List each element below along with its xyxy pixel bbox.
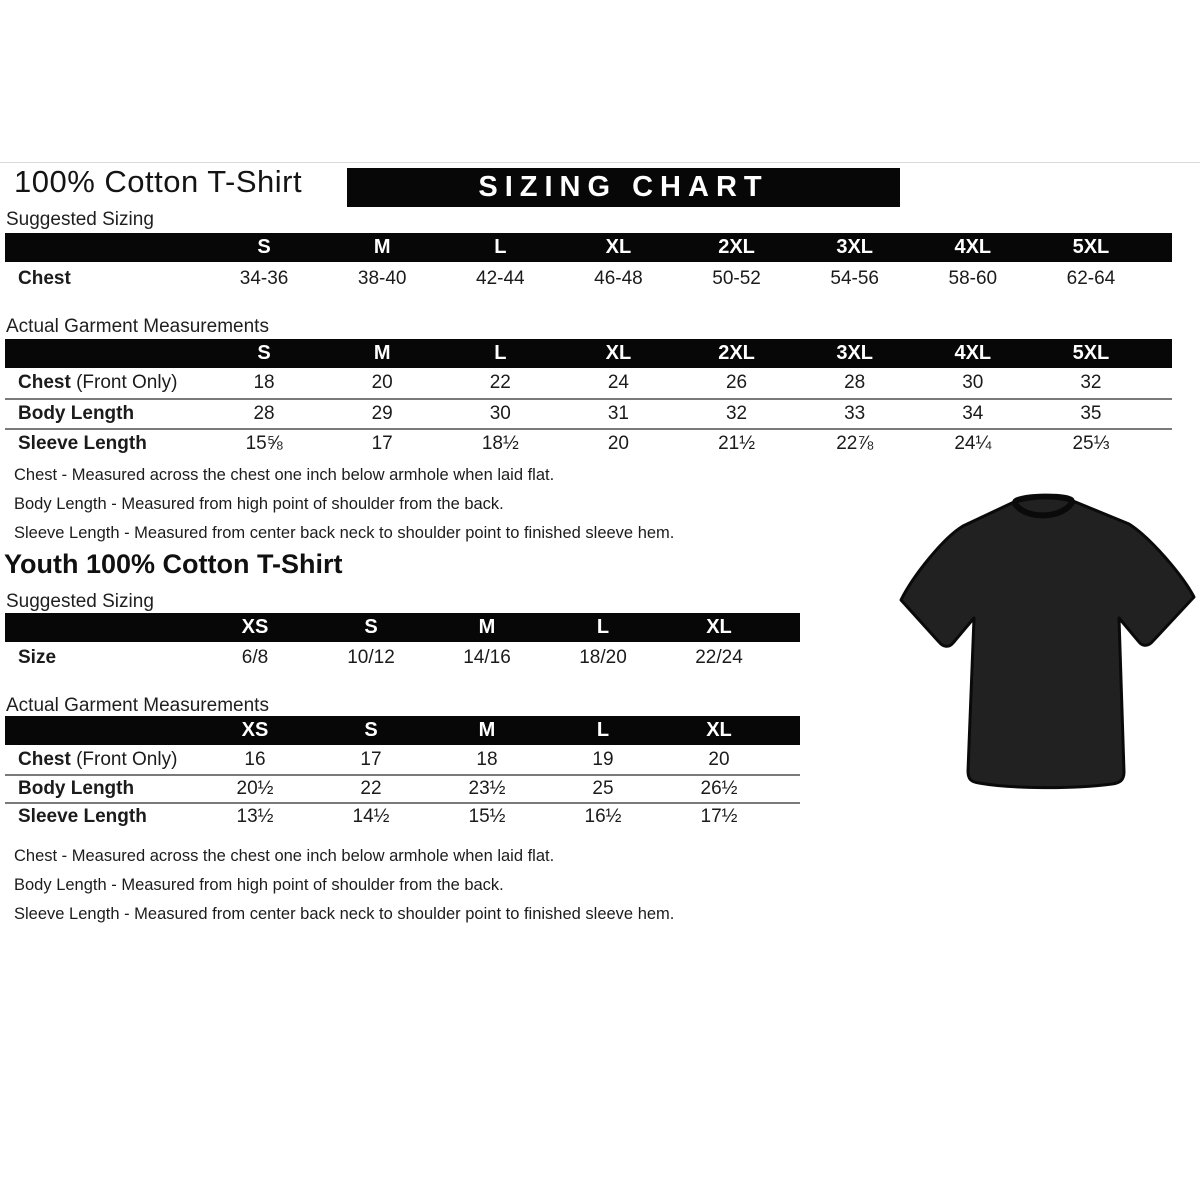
cell: 25⅓ bbox=[1072, 433, 1110, 454]
cell: 15½ bbox=[468, 806, 506, 827]
youth-suggested-sizing-table bbox=[5, 613, 800, 674]
column-header: 4XL bbox=[954, 236, 992, 258]
youth-actual-measurements-table bbox=[5, 716, 800, 830]
black-tshirt-image bbox=[893, 476, 1200, 811]
cell: 29 bbox=[371, 403, 393, 424]
row-label: Sleeve Length bbox=[18, 806, 147, 827]
adult-actual-measurements-label: Actual Garment Measurements bbox=[6, 316, 269, 337]
youth-section-title: Youth 100% Cotton T-Shirt bbox=[4, 549, 343, 579]
cell: 13½ bbox=[236, 806, 274, 827]
table-row bbox=[5, 745, 800, 774]
table-row bbox=[5, 774, 800, 802]
column-header: 3XL bbox=[836, 342, 874, 364]
column-header: S bbox=[257, 342, 271, 364]
note-line: Body Length - Measured from high point of shoulder from the back. bbox=[14, 495, 504, 513]
cell: 17 bbox=[360, 748, 382, 770]
youth-actual-measurements-label: Actual Garment Measurements bbox=[6, 695, 269, 716]
table-header-row bbox=[5, 233, 1172, 262]
cell: 26½ bbox=[700, 778, 738, 799]
cell: 22/24 bbox=[695, 647, 743, 668]
cell: 58-60 bbox=[948, 267, 998, 289]
note-line: Sleeve Length - Measured from center back neck to shoulder point to finished sleeve hem. bbox=[14, 905, 675, 923]
column-header: XL bbox=[706, 616, 732, 638]
cell: 14½ bbox=[352, 806, 390, 827]
column-header: 4XL bbox=[954, 342, 992, 364]
cell: 24¼ bbox=[954, 433, 992, 454]
table-row bbox=[5, 398, 1172, 428]
adult-suggested-sizing-table bbox=[5, 233, 1172, 295]
cell: 42-44 bbox=[476, 267, 525, 289]
note-line: Body Length - Measured from high point of shoulder from the back. bbox=[14, 876, 504, 894]
adult-section-title: 100% Cotton T-Shirt bbox=[14, 164, 303, 199]
cell: 34-36 bbox=[239, 267, 289, 289]
cell: 31 bbox=[607, 403, 629, 424]
cell: 22 bbox=[360, 778, 382, 799]
cell: 24 bbox=[607, 372, 629, 393]
cell: 18 bbox=[253, 372, 275, 393]
top-divider bbox=[0, 162, 1200, 163]
tshirt-graphic bbox=[893, 476, 1200, 806]
cell: 23½ bbox=[468, 778, 506, 799]
sizing-chart-banner-label: SIZING CHART bbox=[478, 171, 769, 203]
column-header: 2XL bbox=[718, 342, 755, 364]
youth-measurement-notes bbox=[14, 842, 674, 929]
cell: 16½ bbox=[584, 806, 622, 827]
column-header: S bbox=[257, 236, 271, 258]
column-header: XS bbox=[241, 719, 269, 741]
column-header: M bbox=[478, 616, 496, 638]
column-header: M bbox=[478, 719, 496, 741]
cell: 28 bbox=[844, 372, 866, 393]
cell: 19 bbox=[592, 748, 614, 770]
sizing-chart-banner bbox=[347, 168, 900, 207]
cell: 17 bbox=[371, 433, 393, 454]
cell: 46-48 bbox=[594, 267, 643, 289]
table-row bbox=[5, 642, 800, 674]
cell: 17½ bbox=[700, 806, 738, 827]
note-line: Chest - Measured across the chest one inch below armhole when laid flat. bbox=[14, 466, 555, 484]
cell: 34 bbox=[962, 403, 984, 424]
cell: 18/20 bbox=[579, 647, 627, 668]
row-label: Chest bbox=[18, 267, 71, 289]
cell: 6/8 bbox=[241, 647, 269, 668]
table-header-row bbox=[5, 339, 1172, 368]
cell: 33 bbox=[844, 403, 866, 424]
cell: 20 bbox=[607, 433, 629, 454]
row-label: Chest (Front Only) bbox=[18, 748, 178, 770]
cell: 32 bbox=[725, 403, 748, 424]
column-header: XL bbox=[605, 342, 632, 364]
cell: 50-52 bbox=[712, 267, 761, 289]
cell: 62-64 bbox=[1066, 267, 1116, 289]
adult-suggested-sizing-label: Suggested Sizing bbox=[6, 209, 154, 230]
note-line: Chest - Measured across the chest one inch below armhole when laid flat. bbox=[14, 847, 555, 865]
cell: 30 bbox=[962, 372, 984, 393]
column-header: XS bbox=[241, 616, 269, 638]
table-row bbox=[5, 368, 1172, 398]
column-header: L bbox=[596, 719, 610, 741]
row-label: Chest (Front Only) bbox=[18, 372, 178, 393]
cell: 30 bbox=[489, 403, 511, 424]
note-line: Sleeve Length - Measured from center back neck to shoulder point to finished sleeve hem. bbox=[14, 524, 675, 542]
cell: 16 bbox=[244, 748, 266, 770]
cell: 26 bbox=[725, 372, 748, 393]
cell: 28 bbox=[253, 403, 275, 424]
row-label: Body Length bbox=[18, 778, 135, 799]
adult-measurement-notes bbox=[14, 461, 674, 548]
column-header: M bbox=[373, 342, 391, 364]
cell: 35 bbox=[1080, 403, 1102, 424]
cell: 22⅞ bbox=[836, 433, 874, 454]
cell: 38-40 bbox=[357, 267, 407, 289]
row-label: Body Length bbox=[18, 403, 135, 424]
column-header: L bbox=[494, 342, 507, 364]
table-row bbox=[5, 802, 800, 830]
cell: 18 bbox=[476, 748, 498, 770]
cell: 22 bbox=[489, 372, 511, 393]
cell: 54-56 bbox=[830, 267, 879, 289]
cell: 20 bbox=[708, 748, 730, 770]
column-header: L bbox=[494, 236, 507, 258]
cell: 14/16 bbox=[463, 647, 511, 668]
column-header: XL bbox=[706, 719, 732, 741]
cell: 20 bbox=[371, 372, 393, 393]
column-header: S bbox=[364, 719, 378, 741]
cell: 10/12 bbox=[347, 647, 395, 668]
row-label: Sleeve Length bbox=[18, 433, 147, 454]
column-header: 5XL bbox=[1072, 236, 1110, 258]
column-header: S bbox=[364, 616, 378, 638]
column-header: L bbox=[596, 616, 610, 638]
cell: 15⅝ bbox=[245, 433, 283, 454]
cell: 25 bbox=[592, 778, 614, 799]
cell: 32 bbox=[1080, 372, 1102, 393]
youth-suggested-sizing-label: Suggested Sizing bbox=[6, 591, 154, 612]
column-header: 3XL bbox=[836, 236, 874, 258]
column-header: 5XL bbox=[1072, 342, 1110, 364]
cell: 21½ bbox=[718, 433, 756, 454]
table-header-row bbox=[5, 716, 800, 745]
row-label: Size bbox=[18, 647, 57, 668]
table-row bbox=[5, 428, 1172, 458]
adult-actual-measurements-table bbox=[5, 339, 1172, 458]
column-header: M bbox=[373, 236, 391, 258]
cell: 20½ bbox=[236, 778, 274, 799]
column-header: XL bbox=[605, 236, 632, 258]
cell: 18½ bbox=[481, 433, 519, 454]
table-row bbox=[5, 262, 1172, 295]
column-header: 2XL bbox=[718, 236, 755, 258]
table-header-row bbox=[5, 613, 800, 642]
